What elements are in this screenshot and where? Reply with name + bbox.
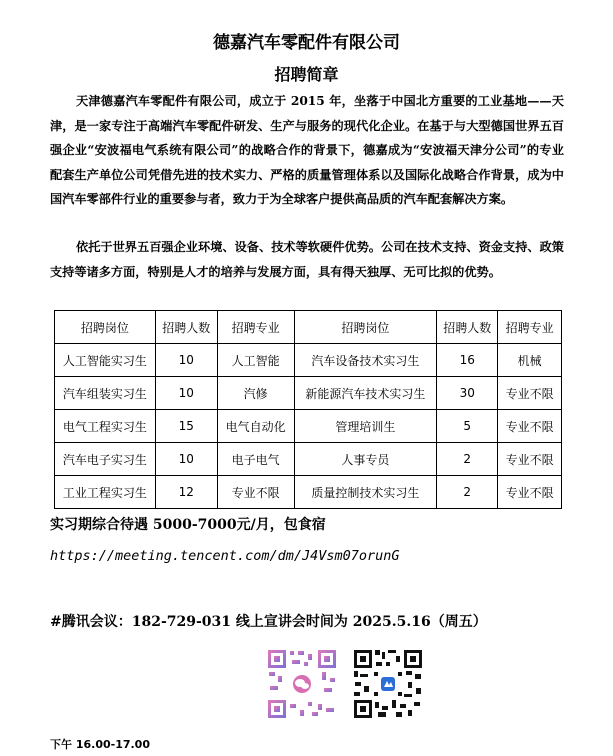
table-header-cell: 招聘人数: [437, 311, 498, 344]
mini-program-qr-code-icon: [352, 648, 424, 720]
meeting-link[interactable]: https://meeting.tencent.com/dm/J4Vsm07orunG: [50, 548, 400, 564]
table-cell: 管理培训生: [294, 410, 437, 443]
table-cell: 2: [437, 443, 498, 476]
table-cell: 汽车电子实习生: [55, 443, 156, 476]
table-cell: 汽车设备技术实习生: [294, 344, 437, 377]
table-cell: 专业不限: [498, 377, 562, 410]
table-cell: 12: [155, 476, 217, 509]
table-cell: 人工智能: [217, 344, 294, 377]
table-cell: 专业不限: [498, 443, 562, 476]
salary-info: 实习期综合待遇 5000-7000元/月，包食宿: [50, 517, 326, 533]
intro-paragraph-2: 依托于世界五百强企业环境、设备、技术等软硬件优势。公司在技术支持、资金支持、政策支持等诸多方面，特别是人才的培养与发展方面，具有得天独厚、无可比拟的优势。: [50, 240, 564, 279]
table-cell: 质量控制技术实习生: [294, 476, 437, 509]
table-cell: 人工智能实习生: [55, 344, 156, 377]
table-header-cell: 招聘岗位: [294, 311, 437, 344]
table-row: [55, 344, 562, 377]
table-row: [55, 377, 562, 410]
table-cell: 5: [437, 410, 498, 443]
table-cell: 10: [155, 377, 217, 410]
intro-paragraph-1: 天津德嘉汽车零配件有限公司，成立于 2015 年，坐落于中国北方重要的工业基地——天津，是一家专注于高端汽车零配件研发、生产与服务的现代化企业。在基于与大型德国世界五百强企业“安波福电气系统有限公司”的战略合作的背景下，德嘉成为“安波福天津分公司”的专业配套生产单位公司凭借先进的技术实力、严格的质量管理体系以及国际化战略合作背景，成为中国汽车零部件行业的重要参与者，致力于为全球客户提供高品质的汽车配套解决方案。: [50, 94, 564, 206]
table-cell: 机械: [498, 344, 562, 377]
table-cell: 新能源汽车技术实习生: [294, 377, 437, 410]
meeting-time: 下午 16.00-17.00: [50, 738, 150, 751]
page-subtitle: 招聘简章: [274, 65, 339, 84]
table-cell: 10: [155, 344, 217, 377]
table-row: [55, 410, 562, 443]
table-row: [55, 476, 562, 509]
table-header-cell: 招聘专业: [217, 311, 294, 344]
table-cell: 30: [437, 377, 498, 410]
meeting-info: #腾讯会议：182-729-031 线上宣讲会时间为 2025.5.16（周五）: [50, 614, 487, 630]
table-cell: 15: [155, 410, 217, 443]
jobs-table: [54, 310, 562, 509]
table-cell: 专业不限: [217, 476, 294, 509]
table-cell: 电气工程实习生: [55, 410, 156, 443]
table-header-cell: 招聘专业: [498, 311, 562, 344]
table-cell: 16: [437, 344, 498, 377]
table-cell: 汽修: [217, 377, 294, 410]
table-cell: 2: [437, 476, 498, 509]
company-title: 德嘉汽车零配件有限公司: [213, 33, 400, 53]
table-header-row: [55, 311, 562, 344]
table-cell: 人事专员: [294, 443, 437, 476]
table-cell: 专业不限: [498, 476, 562, 509]
table-cell: 电子电气: [217, 443, 294, 476]
table-cell: 专业不限: [498, 410, 562, 443]
table-cell: 汽车组装实习生: [55, 377, 156, 410]
table-header-cell: 招聘岗位: [55, 311, 156, 344]
table-cell: 工业工程实习生: [55, 476, 156, 509]
table-header-cell: 招聘人数: [155, 311, 217, 344]
table-cell: 10: [155, 443, 217, 476]
table-cell: 电气自动化: [217, 410, 294, 443]
table-row: [55, 443, 562, 476]
wechat-qr-code-icon: [266, 648, 338, 720]
